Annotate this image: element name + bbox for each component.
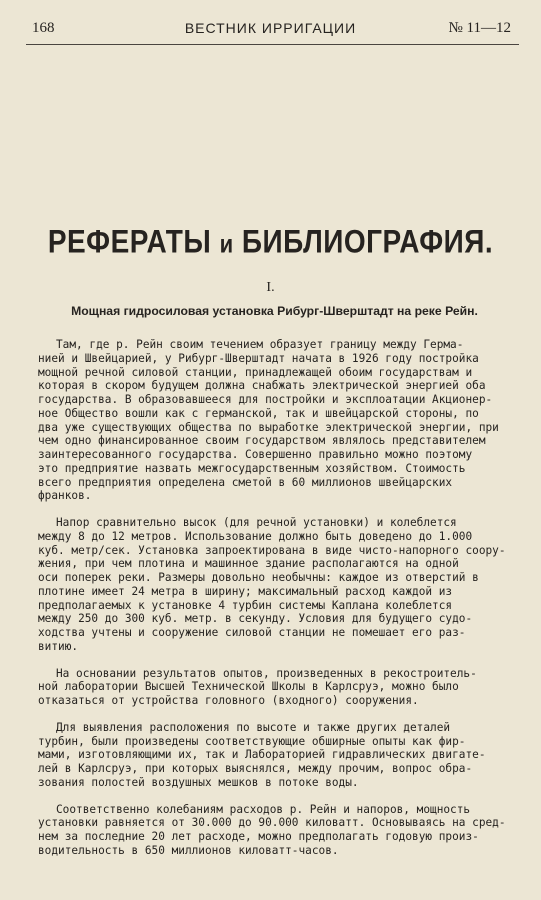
text-line: заинтересованного государства. Совершенно правильно можно поэтому (38, 448, 473, 461)
paragraph (38, 667, 523, 708)
text-line: куб. метр/сек. Установка запроектирована в виде чисто-напорного соору- (38, 543, 506, 557)
article-title: Мощная гидросиловая установка Рибург-Шверштадт на реке Рейн. (71, 304, 478, 318)
text-line: На основании результатов опытов, произведенных в рекостроитель- (56, 666, 477, 680)
page-number: 168 (32, 20, 55, 36)
text-line: плотине имеет 24 метра в ширину; максимальный расход каждой из (38, 584, 453, 598)
text-line: франков. (38, 489, 92, 503)
text-line: лей в Карлсруэ, при которых выяснялся, между прочим, вопрос обра- (38, 762, 473, 775)
text-line: Там, где р. Рейн своим течением образует границу между Герма- (56, 338, 464, 351)
text-line: водительность в 650 миллионов киловатт-часов. (38, 843, 339, 857)
article-body (38, 338, 523, 871)
text-line: зования полостей воздушных мешков в потоке воды. (38, 775, 359, 789)
paragraph (38, 338, 523, 503)
journal-title: ВЕСТНИК ИРРИГАЦИИ (184, 20, 357, 36)
section-title-part-1: РЕФЕРАТЫ (47, 223, 212, 260)
paragraph (38, 721, 523, 790)
paragraph (38, 516, 523, 654)
text-line: всего предприятия определена сметой в 60 миллионов швейцарских (38, 475, 453, 489)
text-line: мами, изготовляющими их, так и Лабораторией гидравлических двигате- (38, 748, 486, 762)
text-line: Для выявления расположения по высоте и также других деталей (56, 720, 451, 734)
text-line: ной лаборатории Высшей Технической Школы в Карлсруэ, можно было (38, 680, 459, 694)
text-line: установки равняется от 30.000 до 90.000 киловатт. Основываясь на сред- (38, 816, 506, 830)
text-line: нем за последние 20 лет расходе, можно предполагать годовую произ- (38, 830, 479, 843)
issue-number: № 11—12 (448, 20, 511, 36)
section-title-conjunction: и (219, 229, 234, 259)
text-line: жения, при чем плотина и машинное здание располагаются на одной (38, 557, 459, 571)
running-header (28, 20, 513, 42)
text-line: это предприятие назвать межгосударственным хозяйством. Стоимость (38, 461, 466, 475)
header-rule (26, 44, 519, 45)
text-line: ное Общество вошли как с германской, так и швейцарской стороны, по (38, 406, 479, 420)
section-numeral: I. (266, 280, 275, 295)
text-line: между 250 до 300 куб. метр. в секунду. Условия для будущего судо- (38, 612, 473, 626)
text-line: Соответственно колебаниям расходов р. Рейн и напоров, мощность (56, 802, 471, 816)
text-line: чем одно финансированное своим государством являлось представителем (38, 434, 486, 448)
text-line: которая в скором будущем должна снабжать электрической энергией оба (38, 379, 486, 393)
text-line: Напор сравнительно высок (для речной установки) и колеблется (56, 516, 457, 529)
text-line: отказаться от устройства головного (входного) сооружения. (38, 694, 419, 707)
text-line: витию. (38, 639, 79, 653)
text-line: два уже существующих общества по выработке электрической энергии, при (38, 420, 499, 434)
text-line: нией и Швейцарией, у Рибург-Шверштадт начата в 1926 году постройка (38, 351, 479, 365)
text-line: ходства учтены и сооружение силовой станции не помешает его раз- (38, 626, 466, 639)
text-line: турбин, были произведены соответствующие обширные опыты как фир- (38, 734, 466, 748)
paragraph (38, 803, 523, 858)
text-line: предполагаемых к установке 4 турбин системы Каплана колеблется (38, 598, 453, 612)
text-line: мощной речной силовой станции, принадлежащей обоим государствам и (38, 365, 473, 379)
text-line: между 8 до 12 метров. Использование должно быть доведено до 1.000 (38, 529, 473, 543)
text-line: оси поперек реки. Размеры довольно необычны: каждое из отверстий в (38, 571, 479, 584)
section-title (0, 224, 541, 261)
section-title-part-2: БИБЛИОГРАФИЯ. (241, 223, 494, 260)
text-line: государства. В образовавшееся для постройки и эксплоатации Акционер- (38, 393, 493, 406)
